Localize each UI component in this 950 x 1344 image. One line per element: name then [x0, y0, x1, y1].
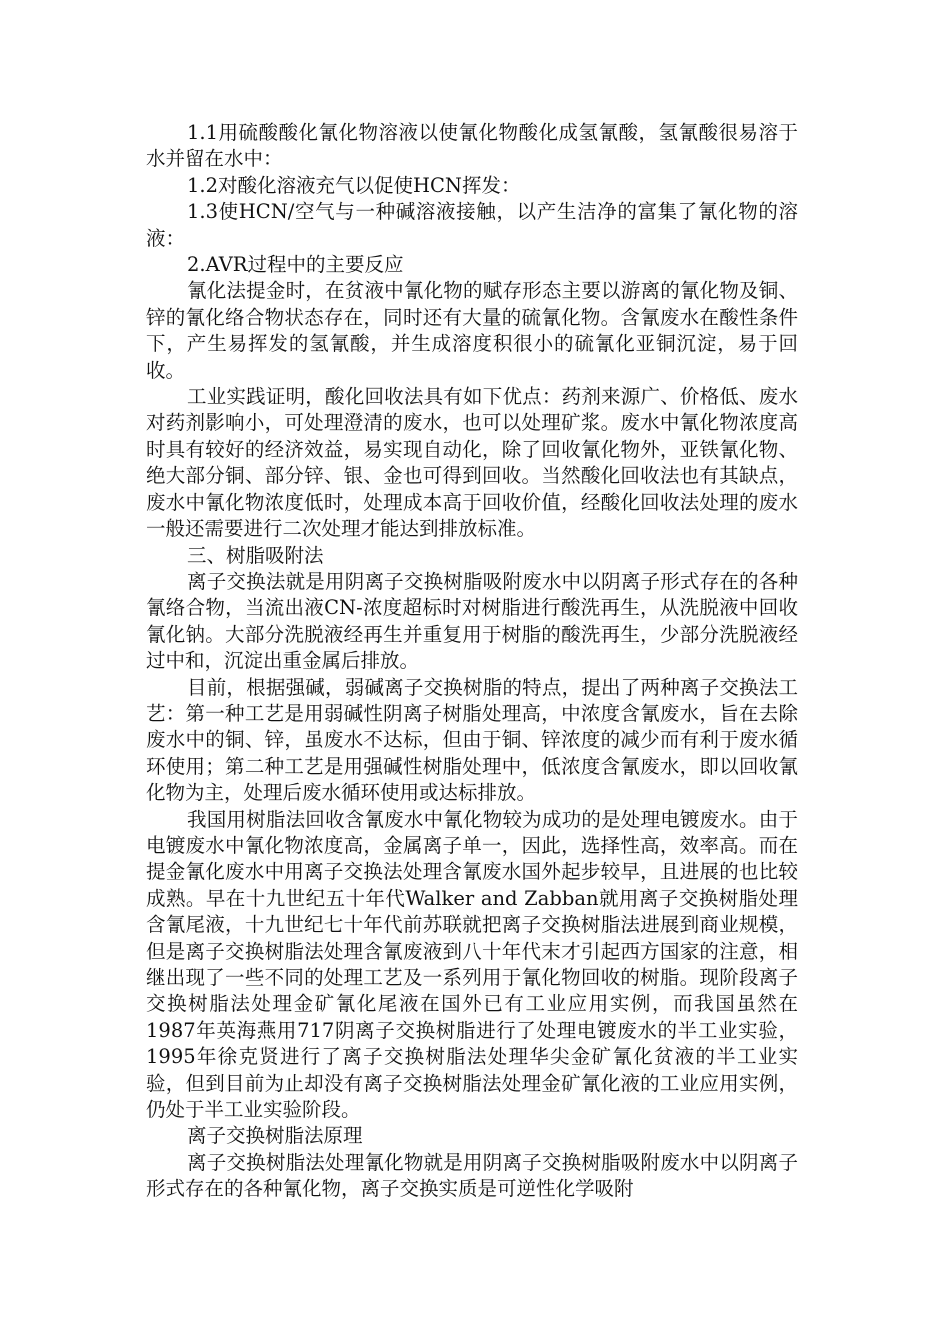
paragraph-1-1: 1.1用硫酸酸化氰化物溶液以使氰化物酸化成氢氰酸，氢氰酸很易溶于水并留在水中：: [146, 121, 798, 171]
section-heading-principle: 离子交换树脂法原理: [187, 1124, 363, 1148]
paragraph-1-3: 1.3使HCN/空气与一种碱溶液接触，以产生洁净的富集了氰化物的溶液：: [146, 200, 798, 250]
paragraph-acid-recovery: 工业实践证明，酸化回收法具有如下优点：药剂来源广、价格低、废水对药剂影响小，可处理澄清的废水，也可以处理矿浆。废水中氰化物浓度高时具有较好的经济效益，易实现自动化，除了回收氰化物外，亚铁氰化物、绝大部分铜、部分锌、银、金也可得到回收。当然酸化回收法也有其缺点，废水中氰化物浓度低时，处理成本高于回收价值，经酸化回收法处理的废水一般还需要进行二次处理才能达到排放标准。: [146, 385, 798, 541]
section-heading-resin: 三、树脂吸附法: [187, 543, 324, 567]
paragraph-ion-exchange: 离子交换法就是用阴离子交换树脂吸附废水中以阴离子形式存在的各种氰络合物，当流出液CN-浓度超标时对树脂进行酸洗再生，从洗脱液中回收氰化钠。大部分洗脱液经再生并重复用于树脂的酸洗再生，少部分洗脱液经过中和，沉淀出重金属后排放。: [146, 569, 798, 673]
paragraph-history: 我国用树脂法回收含氰废水中氰化物较为成功的是处理电镀废水。由于电镀废水中氰化物浓度高，金属离子单一，因此，选择性高，效率高。而在提金氰化废水中用离子交换法处理含氰废水国外起步较早，且进展的也比较成熟。早在十九世纪五十年代Walker and Zabban就用离子交换树脂处理含氰尾液，十九世纪七十年代前苏联就把离子交换树脂法进展到商业规模，但是离子交换树脂法处理含氰废液到八十年代末才引起西方国家的注意，相继出现了一些不同的处理工艺及一系列用于氰化物回收的树脂。现阶段离子交换树脂法处理金矿氰化尾液在国外已有工业应用实例，而我国虽然在1987年英海燕用717阴离子交换树脂进行了处理电镀废水的半工业实验，1995年徐克贤进行了离子交换树脂法处理华尖金矿氰化贫液的半工业实验，但到目前为止却没有离子交换树脂法处理金矿氰化液的工业应用实例，仍处于半工业实验阶段。: [146, 807, 798, 1122]
document-page: [146, 120, 798, 1203]
section-heading-avr: 2.AVR过程中的主要反应: [187, 253, 404, 277]
paragraph-two-processes: 目前，根据强碱，弱碱离子交换树脂的特点，提出了两种离子交换法工艺：第一种工艺是用弱碱性阴离子树脂处理高，中浓度含氰废水，旨在去除废水中的铜、锌，虽废水不达标，但由于铜、锌浓度的减少而有利于废水循环使用；第二种工艺是用强碱性树脂处理中，低浓度含氰废水，即以回收氰化物为主，处理后废水循环使用或达标排放。: [146, 675, 798, 805]
paragraph-cyanide-forms: 氰化法提金时，在贫液中氰化物的赋存形态主要以游离的氰化物及铜、锌的氰化络合物状态存在，同时还有大量的硫氰化物。含氰废水在酸性条件下，产生易挥发的氢氰酸，并生成溶度积很小的硫氰化亚铜沉淀，易于回收。: [146, 279, 798, 382]
paragraph-1-2: 1.2对酸化溶液充气以促使HCN挥发：: [187, 173, 521, 197]
paragraph-principle: 离子交换树脂法处理氰化物就是用阴离子交换树脂吸附废水中以阴离子形式存在的各种氰化物，离子交换实质是可逆性化学吸附: [146, 1150, 798, 1201]
